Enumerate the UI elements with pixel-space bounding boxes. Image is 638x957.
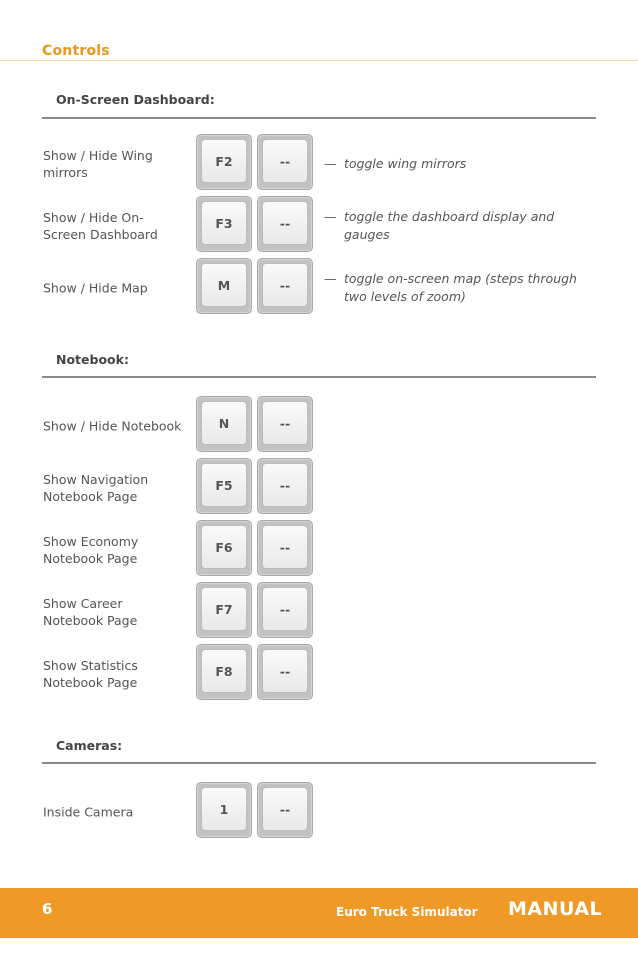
control-row-wing-mirrors [0,134,638,194]
control-description: — toggle on-screen map (steps through two levels of zoom) [324,271,577,304]
key-alternate [257,520,313,576]
key-alternate [257,134,313,190]
section-title-dashboard: On-Screen Dashboard: [56,92,215,107]
key-cap: -- [262,401,308,445]
key-cap: N [201,401,247,445]
key-cap: -- [262,263,308,307]
control-row-economy-page [0,520,638,580]
key-cap: F5 [201,463,247,507]
key-m [196,258,252,314]
control-label: Show Career Notebook Page [43,596,138,628]
control-label: Inside Camera [43,804,134,820]
dash-glyph: — [324,271,337,286]
title-divider [0,60,638,61]
control-row-inside-camera [0,782,638,842]
section-divider-cameras [42,762,596,764]
key-cap: -- [262,787,308,831]
key-f2 [196,134,252,190]
key-n [196,396,252,452]
control-label: Show / Hide On-Screen Dashboard [43,210,158,242]
section-divider-notebook [42,376,596,378]
key-alternate [257,582,313,638]
product-name: Euro Truck Simulator [336,905,478,919]
key-cap: F6 [201,525,247,569]
control-label: Show Economy Notebook Page [43,534,139,566]
page-title: Controls [42,43,110,59]
control-description: — toggle wing mirrors [324,156,467,171]
control-label: Show Statistics Notebook Page [43,658,138,690]
key-alternate [257,258,313,314]
key-1 [196,782,252,838]
key-cap: -- [262,587,308,631]
key-cap: -- [262,525,308,569]
key-cap: -- [262,201,308,245]
control-description: — toggle the dashboard display and gauges [324,209,555,242]
page-number: 6 [42,900,53,918]
section-title-notebook: Notebook: [56,352,129,367]
key-f7 [196,582,252,638]
key-f6 [196,520,252,576]
manual-label: MANUAL [508,898,603,920]
control-row-map [0,258,638,318]
page-footer [0,888,638,938]
key-alternate [257,644,313,700]
control-row-notebook [0,396,638,456]
key-alternate [257,782,313,838]
key-cap: M [201,263,247,307]
control-row-career-page [0,582,638,642]
key-cap: -- [262,649,308,693]
control-label: Show Navigation Notebook Page [43,472,149,504]
key-cap: -- [262,463,308,507]
key-f8 [196,644,252,700]
key-cap: F7 [201,587,247,631]
key-alternate [257,458,313,514]
key-f5 [196,458,252,514]
control-label: Show / Hide Map [43,280,148,296]
key-alternate [257,396,313,452]
dash-glyph: — [324,156,337,171]
control-row-statistics-page [0,644,638,704]
key-alternate [257,196,313,252]
key-f3 [196,196,252,252]
section-divider-dashboard [42,117,596,119]
section-title-cameras: Cameras: [56,738,123,753]
control-label: Show / Hide Notebook [43,418,182,434]
key-cap: F3 [201,201,247,245]
key-cap: -- [262,139,308,183]
key-cap: F8 [201,649,247,693]
control-label: Show / Hide Wing mirrors [43,148,153,180]
control-row-dashboard [0,196,638,256]
key-cap: F2 [201,139,247,183]
dash-glyph: — [324,209,337,224]
key-cap: 1 [201,787,247,831]
control-row-navigation-page [0,458,638,518]
